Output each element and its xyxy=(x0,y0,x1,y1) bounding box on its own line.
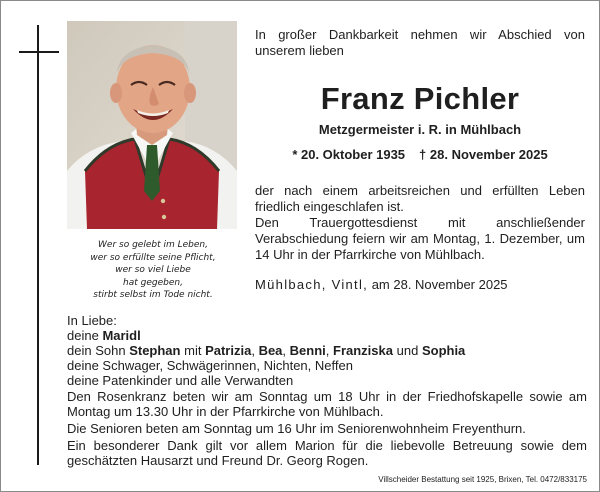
poem-line: hat gegeben, xyxy=(123,277,183,288)
family-relatives-line: deine Schwager, Schwägerinnen, Nichten, Neffen xyxy=(67,358,353,373)
grandchild-name: Benni xyxy=(289,343,326,358)
grandchild-name: Patrizia xyxy=(205,343,252,358)
poem-line: wer so viel Liebe xyxy=(115,265,191,275)
family-heading: In Liebe: xyxy=(67,313,117,328)
place: Mühlbach, Vintl, xyxy=(255,277,369,292)
wife-prefix: deine xyxy=(67,328,99,343)
cross-icon xyxy=(37,25,39,465)
deceased-title: Metzgermeister i. R. in Mühlbach xyxy=(318,122,522,137)
portrait-photo xyxy=(67,21,237,229)
grandchild-name: Bea xyxy=(258,343,283,358)
family-list xyxy=(67,313,587,388)
intro-text: In großer Dankbarkeit nehmen wir Abschied von unserem lieben xyxy=(255,27,585,58)
family-son-line: dein Sohn Stephan mit Patrizia, Bea, Benni, Franziska und Sophia xyxy=(67,343,466,358)
family-godchildren-line: deine Patenkinder und alle Verwandten xyxy=(67,373,294,388)
poem xyxy=(67,239,239,302)
poem-line: Wer so gelebt im Leben, xyxy=(98,240,208,250)
rosary-paragraph: Den Rosenkranz beten wir am Sonntag um 18 Uhr in der Friedhofskapelle sowie am Montag um 13.30 Uhr in der Pfarrkirche von Mühlbach. xyxy=(67,389,587,419)
cross-icon-bar xyxy=(19,51,59,53)
with-word: mit xyxy=(184,343,202,358)
poem-line: stirbt selbst im Tode nicht. xyxy=(93,290,213,300)
notice-date: am 28. November 2025 xyxy=(371,277,508,292)
passed-paragraph: der nach einem arbeitsreichen und erfüllten Leben friedlich eingeschlafen ist. xyxy=(255,183,585,214)
family-wife-line xyxy=(67,328,587,343)
life-dates xyxy=(255,147,585,163)
grandchild-name: Sophia xyxy=(421,343,466,358)
undertaker-footer: Villscheider Bestattung seit 1925, Brixen, Tel. 0472/833175 xyxy=(378,475,587,484)
birth-date: * 20. Oktober 1935 xyxy=(292,147,406,162)
grandchild-name: Franziska xyxy=(333,343,393,358)
and-word: und xyxy=(396,343,419,358)
son-prefix: dein Sohn xyxy=(67,343,126,358)
thanks-paragraph: Ein besonderer Dank gilt vor allem Marion für die liebevolle Betreuung sowie dem geschätzten Hausarzt und Freund Dr. Georg Rogen. xyxy=(67,438,587,468)
place-and-date xyxy=(255,277,585,293)
death-date: † 28. November 2025 xyxy=(419,147,548,162)
seniors-paragraph: Die Senioren beten am Sonntag um 16 Uhr im Seniorenwohnheim Freyenthurn. xyxy=(67,421,526,436)
deceased-name: Franz Pichler xyxy=(320,81,520,116)
wife-name: Maridl xyxy=(102,328,141,343)
funeral-paragraph: Den Trauergottesdienst mit anschließender Verabschiedung feiern wir am Montag, 1. Dezember, um 14 Uhr in der Pfarrkirche von Mühlbach. xyxy=(255,215,585,262)
poem-line: wer so erfüllte seine Pflicht, xyxy=(90,252,216,263)
son-name: Stephan xyxy=(129,343,181,358)
